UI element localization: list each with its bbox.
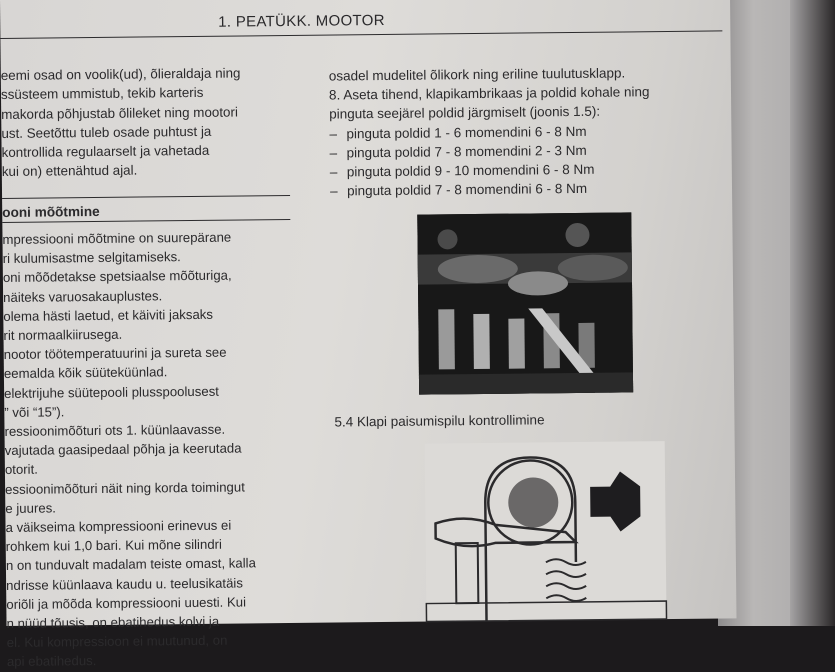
text-line: essioonimõõturi näit ning korda toimingut (5, 479, 245, 497)
text-line: kui on) ettenähtud ajal. (1, 163, 138, 180)
text-line: oni mõõdetakse spetsiaalse mõõturiga, (2, 267, 232, 286)
text-line: ndrisse küünlaava kaudu u. teelusikatäis (6, 575, 243, 593)
list-item-text: pinguta poldid 1 - 6 momendini 6 - 8 Nm (346, 123, 587, 141)
text-line: n on tunduvalt madalam teiste omast, kalla (5, 555, 256, 574)
text-line: oriõli ja mõõda kompressiooni uuesti. Kui (6, 594, 247, 612)
text-line: ust. Seetõttu tuleb osade puhtust ja (1, 123, 212, 141)
text-line: api ebatihedus. (6, 653, 97, 670)
chapter-title: 1. PEATÜKK. MOOTOR (218, 11, 385, 31)
text-line: ” või “15”). (4, 404, 65, 420)
text-line: el. Kui kompressioon ei muutunud, on (6, 632, 228, 651)
list-dash: – (329, 145, 338, 161)
valve-clearance-diagram (425, 441, 667, 622)
list-dash: – (329, 183, 338, 199)
list-dash: – (329, 164, 338, 180)
text-line: vajutada gaasipedaal põhja ja keerutada (4, 440, 242, 459)
text-line: eemi osad on voolik(ud), õlieraldaja ning (0, 65, 241, 83)
engine-valve-photo (417, 212, 633, 394)
text-line: a väikseima kompressiooni erinevus ei (5, 517, 232, 536)
text-line: mpressiooni mõõtmine on suurepärane (2, 229, 232, 247)
right-intro-text (329, 62, 720, 124)
text-line: rit normaalkiirusega. (3, 326, 123, 343)
book-background (790, 0, 835, 626)
figure-caption: 5.4 Klapi paisumispilu kontrollimine (334, 412, 545, 430)
page-header (0, 4, 722, 39)
text-line: ri kulumisastme selgitamiseks. (2, 249, 181, 267)
text-line: elektrijuhe süütepooli plusspoolusest (4, 383, 219, 401)
text-line: kontrollida regulaarselt ja vahetada (1, 143, 210, 161)
list-item-text: pinguta poldid 7 - 8 momendini 6 - 8 Nm (346, 181, 588, 199)
text-line: ssüsteem ummistub, tekib karteris (0, 85, 204, 103)
text-line: olema hästi laetud, et käiviti jaksaks (3, 306, 214, 324)
text-line: otorit. (4, 462, 38, 478)
text-line: rohkem kui 1,0 bari. Kui mõne silindri (5, 536, 223, 555)
left-column-top (1, 63, 292, 182)
list-dash: – (329, 126, 338, 142)
left-column-section (2, 227, 297, 672)
text-line: pinguta seejärel poldid järgmiselt (joonis 1.5): (329, 104, 601, 122)
list-item-text: pinguta poldid 7 - 8 momendini 2 - 3 Nm (346, 142, 587, 161)
section-divider (2, 195, 290, 199)
text-line: 8. Aseta tihend, klapikambrikaas ja poldid kohale ning (328, 84, 650, 103)
text-line: n nüüd tõusis, on ebatihedus kolvi ja (6, 613, 220, 632)
section-heading: ooni mõõtmine (2, 202, 290, 223)
text-line: nootor töötemperatuurini ja sureta see (3, 344, 227, 363)
text-line: eemalda kõik süüteküünlad. (3, 364, 168, 382)
list-item-text: pinguta poldid 9 - 10 momendini 6 - 8 Nm (346, 161, 595, 180)
text-line: ressioonimõõturi ots 1. küünlaavasse. (4, 421, 226, 440)
text-line: e juures. (5, 500, 56, 516)
text-line: makorda põhjustab õlileket ning mootori (1, 104, 238, 122)
torque-list (329, 120, 720, 201)
text-line: näiteks varuosakauplustes. (3, 287, 163, 305)
list-item (330, 178, 720, 201)
text-line: osadel mudelitel õlikork ning eriline tuulutusklapp. (328, 65, 626, 84)
right-column (329, 62, 720, 200)
